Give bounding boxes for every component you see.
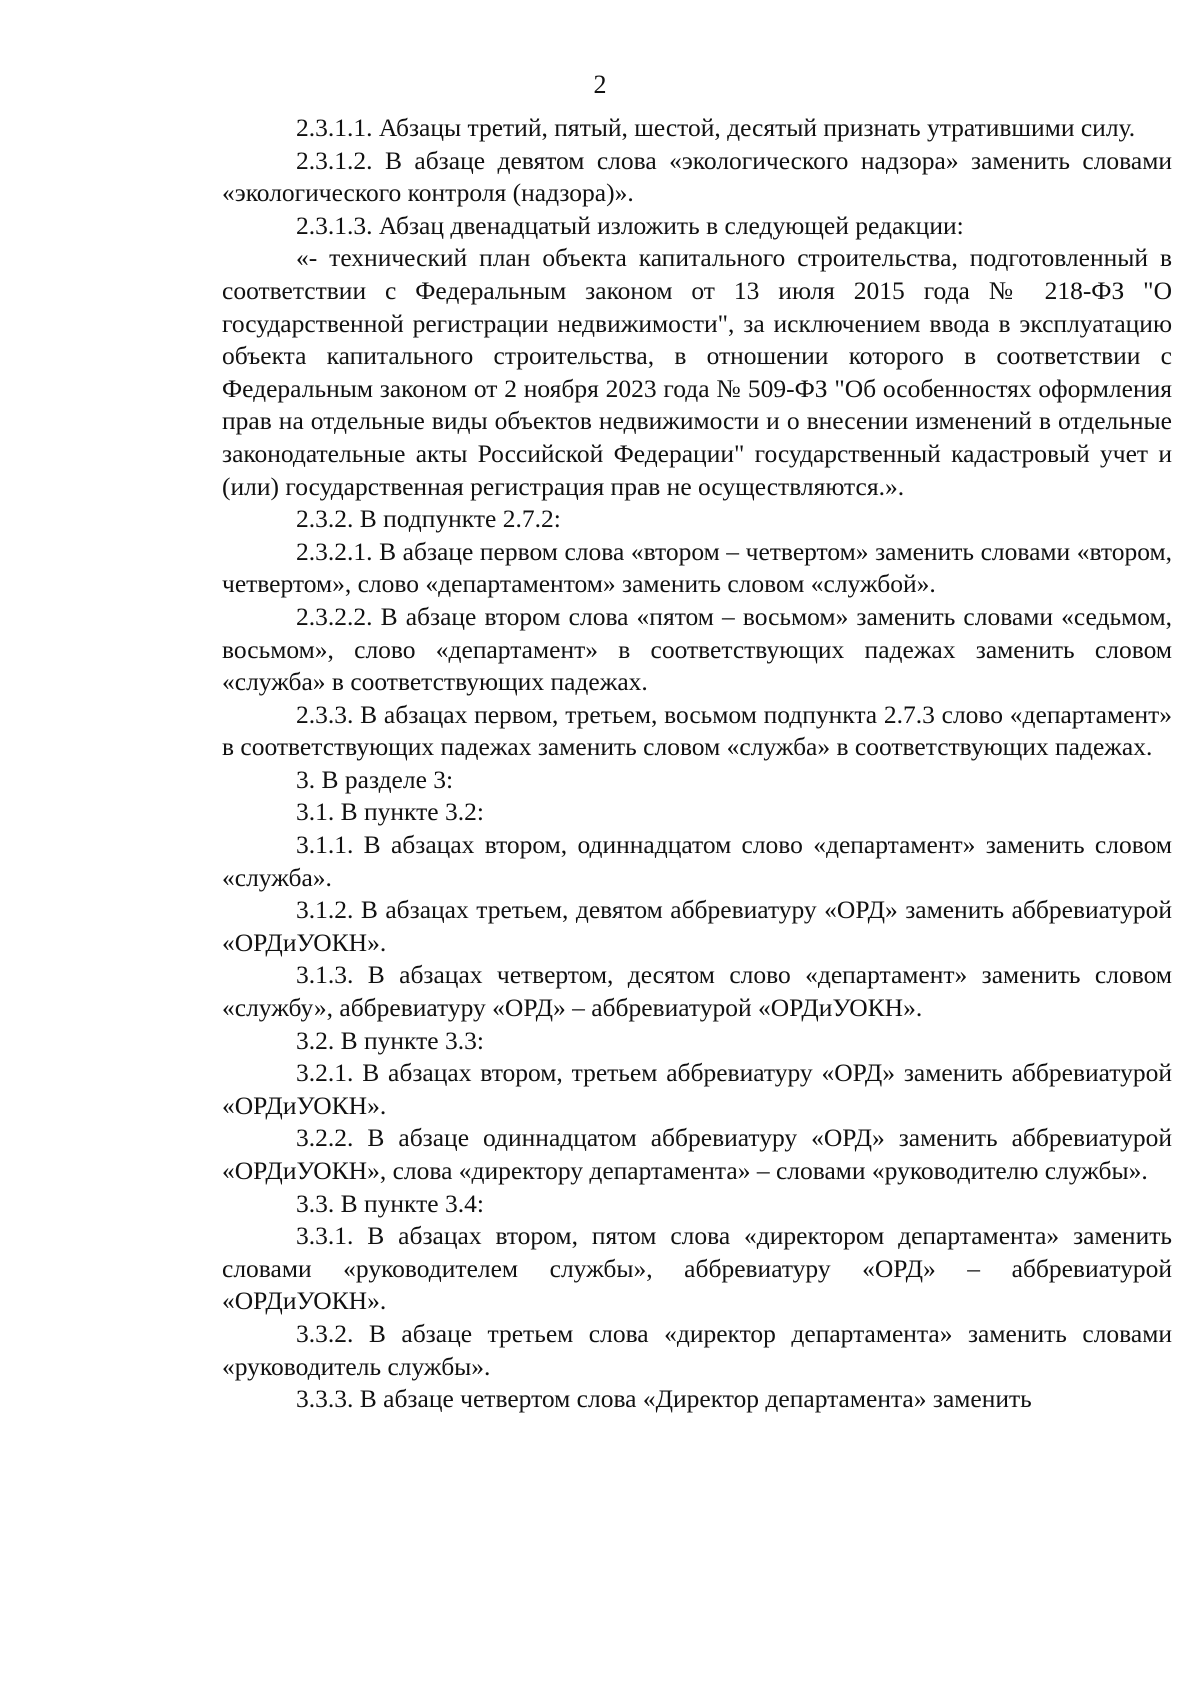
paragraph-3-2: 3.2. В пункте 3.3: [296, 1025, 484, 1055]
paragraph-3-3: 3.3. В пункте 3.4: [296, 1188, 484, 1218]
paragraph-3-1-3: 3.1.3. В абзацах четвертом, десятом слово «департамент» заменить словом «службу», аббревиатуру «ОРД» – аббревиатурой «ОРДиУОКН». [222, 960, 1172, 1023]
paragraph-3-2-1: 3.2.1. В абзацах втором, третьем аббревиатуру «ОРД» заменить аббревиатурой «ОРДиУОКН». [222, 1058, 1172, 1120]
paragraph-3-1-2: 3.1.2. В абзацах третьем, девятом аббревиатуру «ОРД» заменить аббревиатурой «ОРДиУОКН». [222, 895, 1172, 957]
paragraph-2-3-2-1: 2.3.2.1. В абзаце первом слова «втором – четвертом» заменить словами «втором, четвертом», слово «департаментом» заменить словом «службой». [222, 536, 1172, 599]
paragraph-2-3-1-1: 2.3.1.1. Абзацы третий, пятый, шестой, десятый признать утратившими силу. [296, 113, 1136, 142]
paragraph-2-3-2-2: 2.3.2.2. В абзаце втором слова «пятом – восьмом» заменить словами «седьмом, восьмом», слово «департамент» в соответствующих падежах заменить словом «служба» в соответствующих падежах. [222, 601, 1172, 697]
paragraph-2-3-2: 2.3.2. В подпункте 2.7.2: [296, 504, 561, 534]
paragraph-3-1: 3.1. В пункте 3.2: [296, 797, 484, 827]
paragraph-3-3-1: 3.3.1. В абзацах втором, пятом слова «директором департамента» заменить словами «руководителем службы», аббревиатуру «ОРД» – аббревиатурой «ОРДиУОКН». [222, 1221, 1172, 1316]
paragraph-3-2-2: 3.2.2. В абзаце одиннадцатом аббревиатуру «ОРД» заменить аббревиатурой «ОРДиУОКН», слова «директору департамента» – словами «руководителю службы». [222, 1123, 1172, 1185]
paragraph-quoted-edition: «- технический план объекта капитального строительства, подготовленный в соответствии с Федеральным законом от 13 июля 2015 года № 218-ФЗ "О государственной регистрации недвижимости", за исключением ввода в эксплуатацию объекта капитального строительства, в отношении которого в соответствии с Федеральным законом от 2 ноября 2023 года № 509-ФЗ "Об особенностях оформления прав на отдельные виды объектов недвижимости и о внесении изменений в отдельные законодательные акты Российской Федерации" государственный кадастровый учет и (или) государственная регистрация прав не осуществляются.». [222, 243, 1172, 501]
paragraph-2-3-1-2: 2.3.1.2. В абзаце девятом слова «экологического надзора» заменить словами «экологического контроля (надзора)». [222, 145, 1172, 208]
paragraph-3-1-1: 3.1.1. В абзацах втором, одиннадцатом слово «департамент» заменить словом «служба». [222, 830, 1172, 892]
paragraph-3-3-3: 3.3.3. В абзаце четвертом слова «Директор департамента» заменить [296, 1384, 1032, 1414]
document-body [222, 112, 1172, 1416]
paragraph-3-3-2: 3.3.2. В абзаце третьем слова «директор департамента» заменить словами «руководитель службы». [222, 1318, 1172, 1381]
paragraph-2-3-1-3: 2.3.1.3. Абзац двенадцатый изложить в следующей редакции: [296, 210, 964, 240]
page-number: 2 [593, 70, 607, 99]
paragraph-section-3: 3. В разделе 3: [296, 764, 454, 794]
paragraph-2-3-3: 2.3.3. В абзацах первом, третьем, восьмом подпункта 2.7.3 слово «департамент» в соответствующих падежах заменить словом «служба» в соответствующих падежах. [222, 699, 1172, 762]
